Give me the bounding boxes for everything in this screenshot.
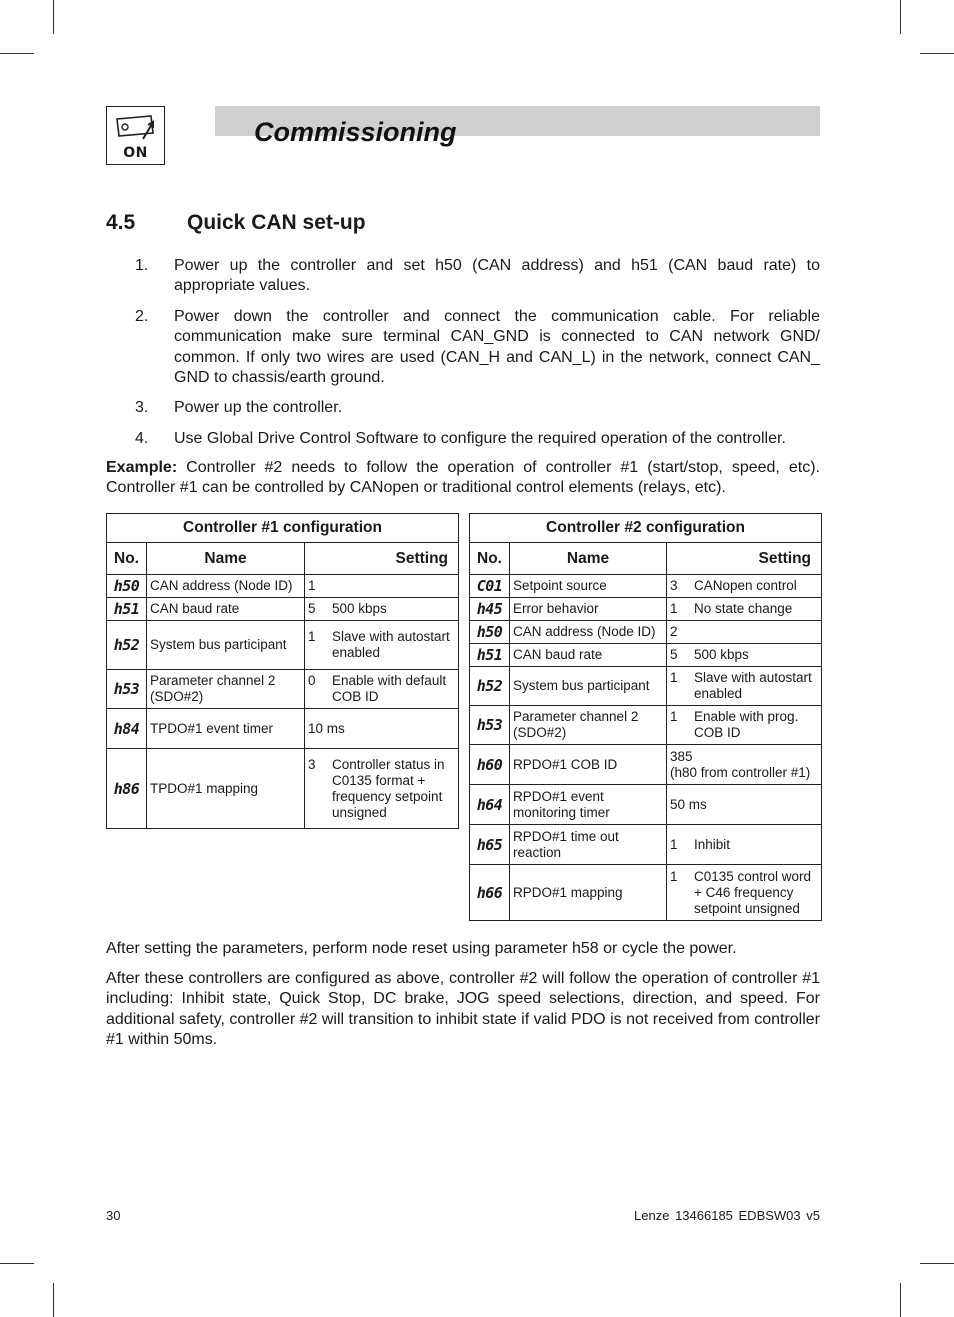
setting-text	[332, 578, 455, 594]
column-header-name: Name	[147, 543, 305, 575]
parameter-name: TPDO#1 mapping	[147, 749, 305, 829]
section-number: 4.5	[106, 211, 136, 234]
step-text: Power up the controller and set h50 (CAN address) and h51 (CAN baud rate) to appropriate values.	[174, 257, 820, 295]
list-item	[106, 398, 820, 418]
table-row	[470, 644, 822, 667]
parameter-code: h51	[107, 598, 147, 621]
table-row	[107, 621, 459, 670]
controller1-table	[106, 513, 459, 829]
setting-value: 1	[670, 868, 678, 884]
table-row	[470, 745, 822, 785]
step-text: Use Global Drive Control Software to configure the required operation of the controller.	[174, 429, 786, 447]
parameter-code: h52	[107, 621, 147, 670]
parameter-code: h84	[107, 709, 147, 749]
example-text: Controller #2 needs to follow the operation of controller #1 (start/stop, speed, etc). Controller #1 can be controlled by CANopen or traditional control elements (relays, etc).	[106, 459, 820, 497]
setting-value: 0	[308, 673, 316, 688]
example-label: Example:	[106, 459, 178, 476]
step-number: 3.	[135, 399, 149, 417]
table-row	[470, 667, 822, 706]
setting-text: Slave with autostart enabled	[332, 629, 450, 660]
crop-mark	[900, 1283, 901, 1317]
crop-mark	[53, 0, 54, 34]
setting-text	[694, 624, 818, 640]
setting-text: Enable with prog. COB ID	[694, 709, 799, 740]
table-row	[470, 598, 822, 621]
crop-mark	[0, 53, 34, 54]
parameter-code: h60	[470, 745, 510, 785]
column-header-setting: Setting	[305, 543, 459, 575]
parameter-name: CAN baud rate	[147, 598, 305, 621]
step-text: Power up the controller.	[174, 399, 343, 417]
table-row	[470, 621, 822, 644]
on-label: ON	[123, 145, 148, 161]
column-header-setting: Setting	[667, 543, 822, 575]
setting-text: 500 kbps	[332, 601, 387, 616]
parameter-name: System bus participant	[147, 621, 305, 670]
example-paragraph	[106, 458, 820, 499]
table-row	[470, 865, 822, 921]
setting-value: 1	[670, 836, 678, 852]
column-header-no: No.	[470, 543, 510, 575]
setting-value: 50 ms	[670, 796, 707, 812]
parameter-name: CAN baud rate	[510, 644, 667, 667]
list-item	[106, 429, 820, 449]
crop-mark	[920, 1263, 954, 1264]
parameter-name: Setpoint source	[510, 575, 667, 598]
parameter-code: h66	[470, 865, 510, 921]
setting-value: 5	[308, 601, 316, 616]
table-caption: Controller #2 configuration	[470, 514, 822, 543]
page-number: 30	[106, 1208, 121, 1223]
setting-value: 1	[670, 601, 678, 616]
parameter-name: TPDO#1 event timer	[147, 709, 305, 749]
node-reset-paragraph: After setting the parameters, perform node reset using parameter h58 or cycle the power.	[106, 940, 737, 957]
parameter-code: h51	[470, 644, 510, 667]
step-number: 1.	[135, 257, 149, 274]
parameter-name: Parameter channel 2 (SDO#2)	[510, 706, 667, 745]
setting-value: 10 ms	[308, 720, 345, 736]
parameter-code: h45	[470, 598, 510, 621]
power-switch-icon	[106, 106, 165, 165]
parameter-name: CAN address (Node ID)	[510, 621, 667, 644]
crop-mark	[900, 0, 901, 34]
parameter-name: RPDO#1 mapping	[510, 865, 667, 921]
table-row	[107, 709, 459, 749]
column-header-no: No.	[107, 543, 147, 575]
parameter-name: System bus participant	[510, 667, 667, 706]
steps-list	[106, 256, 820, 459]
parameter-code: h53	[107, 670, 147, 709]
table-row	[470, 785, 822, 825]
table-row	[470, 706, 822, 745]
table-row	[107, 670, 459, 709]
table-row	[107, 749, 459, 829]
table-row	[107, 598, 459, 621]
setting-value: 5	[670, 647, 678, 662]
setting-value: 3	[308, 756, 316, 772]
section-title: Quick CAN set-up	[187, 211, 366, 234]
setting-text: (h80 from controller #1)	[670, 764, 811, 780]
setting-value: 1	[308, 629, 316, 644]
parameter-name: RPDO#1 time out reaction	[510, 825, 667, 865]
step-number: 4.	[135, 429, 149, 447]
document-reference: Lenze 13466185 EDBSW03 v5	[634, 1208, 820, 1223]
parameter-name: Parameter channel 2 (SDO#2)	[147, 670, 305, 709]
parameter-code: C01	[470, 575, 510, 598]
setting-text: CANopen control	[694, 578, 797, 593]
chapter-title: Commissioning	[254, 117, 457, 147]
step-number: 2.	[135, 307, 149, 325]
table-row	[107, 575, 459, 598]
setting-text: Controller status in C0135 format + frequency setpoint unsigned	[332, 756, 445, 820]
controller2-table	[469, 513, 822, 921]
parameter-code: h53	[470, 706, 510, 745]
list-item	[106, 256, 820, 297]
parameter-code: h64	[470, 785, 510, 825]
parameter-code: h52	[470, 667, 510, 706]
parameter-code: h50	[470, 621, 510, 644]
table-caption: Controller #1 configuration	[107, 514, 459, 543]
parameter-code: h50	[107, 575, 147, 598]
setting-value: 2	[670, 624, 678, 639]
setting-value: 1	[308, 578, 316, 593]
setting-text: No state change	[694, 601, 793, 616]
setting-text: C0135 control word + C46 frequency setpoint unsigned	[694, 868, 812, 916]
setting-value: 385	[670, 748, 693, 764]
setting-text: Enable with default COB ID	[332, 673, 447, 704]
crop-mark	[0, 1263, 34, 1264]
parameter-name: RPDO#1 event monitoring timer	[510, 785, 667, 825]
result-paragraph: After these controllers are configured as above, controller #2 will follow the operation of controller #1 including: Inhibit state, Quick Stop, DC brake, JOG speed selections, direction, and speed. For additional safety, controller #2 will transition to inhibit state if valid PDO is not received from controller #1 within 50ms.	[106, 970, 820, 1049]
setting-value: 1	[670, 709, 678, 724]
parameter-code: h65	[470, 825, 510, 865]
column-header-name: Name	[510, 543, 667, 575]
setting-text: 500 kbps	[694, 647, 749, 662]
setting-value: 3	[670, 578, 678, 593]
parameter-name: RPDO#1 COB ID	[510, 745, 667, 785]
setting-value: 1	[670, 670, 678, 685]
parameter-name: Error behavior	[510, 598, 667, 621]
table-row	[470, 575, 822, 598]
crop-mark	[920, 53, 954, 54]
setting-text: Slave with autostart enabled	[694, 670, 812, 701]
crop-mark	[53, 1283, 54, 1317]
list-item	[106, 307, 820, 389]
setting-text: Inhibit	[694, 836, 731, 852]
parameter-name: CAN address (Node ID)	[147, 575, 305, 598]
parameter-code: h86	[107, 749, 147, 829]
step-text: Power down the controller and connect the communication cable. For reliable communication make sure terminal CAN_GND is connected to CAN network GND/ common. If only two wires are used (CAN_H and CAN_L) in the network, connect CAN_ GND to chassis/earth ground.	[174, 307, 820, 387]
table-row	[470, 825, 822, 865]
